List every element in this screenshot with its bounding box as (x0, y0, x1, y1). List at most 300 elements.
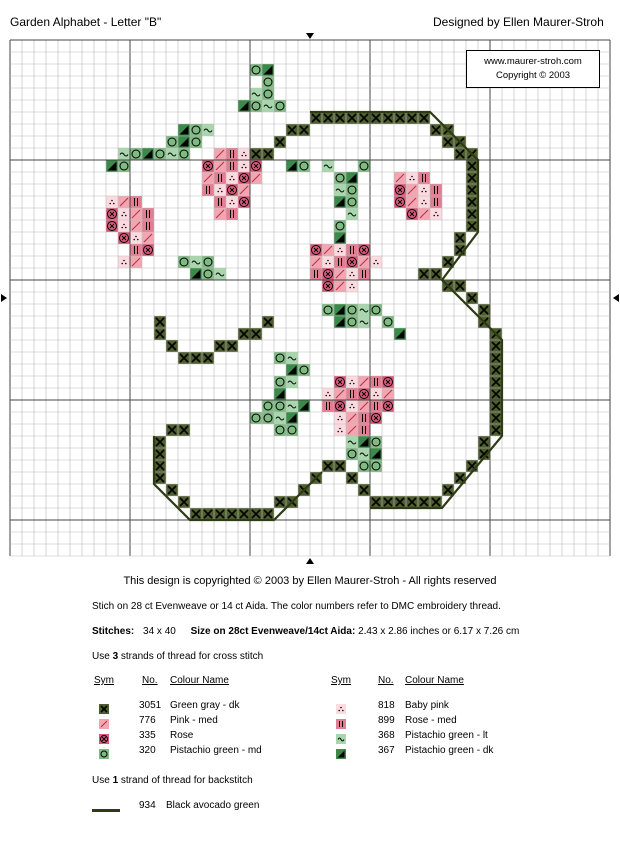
stitch-cell (370, 112, 382, 124)
legend-color-number: 335 (139, 730, 156, 741)
stitch-cell (358, 160, 370, 172)
stitch-cell (334, 112, 346, 124)
stitch-cell (346, 448, 358, 460)
legend-color-name: Pistachio green - lt (405, 730, 488, 741)
tilde-icon (336, 731, 346, 741)
stitch-cell (346, 400, 358, 412)
stitch-cell (322, 160, 334, 172)
slash-icon (99, 716, 109, 726)
legend-header-no-2: No. (378, 675, 394, 686)
bars-icon (336, 716, 346, 726)
infobox-copyright: Copyright © 2003 (495, 70, 571, 81)
stitch-cell (334, 184, 346, 196)
strands-suffix: strands of thread for cross stitch (118, 651, 264, 662)
stitch-cell (190, 124, 202, 136)
stitch-cell (118, 148, 130, 160)
stitch-cell (226, 196, 238, 208)
stitch-cell (334, 400, 346, 412)
stitch-cell (166, 340, 178, 352)
stitch-cell (166, 148, 178, 160)
stitch-cell (346, 196, 358, 208)
stitch-cell (334, 316, 346, 328)
stitch-cell (322, 256, 334, 268)
stitch-count-line (92, 626, 519, 637)
stitch-cell (466, 208, 478, 220)
stitch-cell (394, 196, 406, 208)
stitch-cell (130, 256, 142, 268)
stitch-cell (346, 208, 358, 220)
stitch-cell (178, 136, 190, 148)
stitch-cell (346, 280, 358, 292)
stitch-cell (202, 172, 214, 184)
stitch-cell (334, 268, 346, 280)
stitch-cell (190, 352, 202, 364)
stitch-cell (262, 64, 274, 76)
stitch-cell (286, 364, 298, 376)
stitch-cell (382, 400, 394, 412)
stitch-cell (250, 412, 262, 424)
stitch-cell (442, 136, 454, 148)
legend-color-number: 3051 (139, 700, 162, 711)
stitch-cell (226, 508, 238, 520)
stitch-cell (142, 244, 154, 256)
stitch-cell (142, 220, 154, 232)
stitch-cell (418, 172, 430, 184)
stitch-cell (466, 196, 478, 208)
stitch-cell (214, 184, 226, 196)
stitch-cell (370, 496, 382, 508)
stitch-cell (334, 424, 346, 436)
stitch-cell (226, 208, 238, 220)
stitch-cell (334, 220, 346, 232)
stitch-cell (370, 460, 382, 472)
stitch-cell (490, 424, 502, 436)
stitch-cell (358, 304, 370, 316)
stitch-cell (190, 136, 202, 148)
legend-color-name: Pistachio green - md (170, 745, 262, 756)
stitch-cell (154, 436, 166, 448)
stitch-cell (418, 184, 430, 196)
stitch-cell (490, 352, 502, 364)
legend-header-sym-2: Sym (331, 675, 351, 686)
stitch-cell (334, 172, 346, 184)
stitch-cell (490, 400, 502, 412)
stitch-cell (334, 304, 346, 316)
stitch-cell (406, 184, 418, 196)
stitch-cell (418, 196, 430, 208)
website-text: www.maurer-stroh.com (484, 56, 582, 67)
stitch-cell (322, 460, 334, 472)
stitch-cell (190, 508, 202, 520)
stitch-cell (226, 148, 238, 160)
center-arrow-top (306, 33, 314, 39)
stitch-cell (286, 424, 298, 436)
stitch-cell (358, 424, 370, 436)
stitch-cell (262, 88, 274, 100)
stitch-cell (406, 196, 418, 208)
stitch-cell (358, 460, 370, 472)
legend-color-number: 367 (378, 745, 395, 756)
stitch-cell (214, 340, 226, 352)
stitch-cell (202, 160, 214, 172)
stitch-cell (346, 184, 358, 196)
stitch-cell (262, 412, 274, 424)
stitch-cell (178, 124, 190, 136)
backstitch-name: Black avocado green (166, 800, 260, 811)
stitch-cell (130, 244, 142, 256)
stitch-cell (334, 388, 346, 400)
stitch-cell (358, 436, 370, 448)
stitch-cell (466, 184, 478, 196)
stitch-cell (274, 496, 286, 508)
stitch-cell (250, 148, 262, 160)
stitch-cell (214, 208, 226, 220)
stitch-cell (430, 208, 442, 220)
stitch-cell (178, 352, 190, 364)
stitch-cell (298, 400, 310, 412)
legend-color-name: Baby pink (405, 700, 449, 711)
stitch-cell (202, 352, 214, 364)
stitch-cell (154, 460, 166, 472)
stitch-cell (358, 376, 370, 388)
stitch-cell (202, 256, 214, 268)
stitch-cell (250, 64, 262, 76)
stitch-cell (406, 208, 418, 220)
backstitch-line-sample (92, 809, 120, 812)
stitch-cell (250, 88, 262, 100)
stitch-cell (358, 412, 370, 424)
stitch-cell (346, 112, 358, 124)
stitch-cell (178, 496, 190, 508)
stitch-cell (274, 136, 286, 148)
stitch-cell (286, 412, 298, 424)
stitch-cell (262, 316, 274, 328)
stitch-cell (130, 220, 142, 232)
stitch-cell (346, 412, 358, 424)
stitch-cell (118, 256, 130, 268)
stitch-cell (394, 328, 406, 340)
stitch-cell (250, 172, 262, 184)
stitch-cell (178, 424, 190, 436)
stitch-cell (334, 196, 346, 208)
stitch-cell (334, 244, 346, 256)
legend-color-name: Pink - med (170, 715, 218, 726)
stitch-cell (238, 328, 250, 340)
stitch-cell (490, 376, 502, 388)
size-label: Size on 28ct Evenweave/14ct Aida: (190, 626, 356, 637)
stitch-cell (322, 112, 334, 124)
fabric-instructions: Stich on 28 ct Evenweave or 14 ct Aida. The color numbers refer to DMC embroidery thread. (92, 601, 501, 612)
stitch-cell (178, 256, 190, 268)
stitch-cell (334, 412, 346, 424)
stitch-cell (406, 496, 418, 508)
legend-color-number: 818 (378, 700, 395, 711)
stitch-cell (490, 388, 502, 400)
info-box (466, 50, 600, 88)
stitch-cell (214, 148, 226, 160)
stitch-cell (130, 196, 142, 208)
stitch-cell (214, 160, 226, 172)
stitch-cell (370, 304, 382, 316)
stitch-cell (238, 184, 250, 196)
stitch-cell (190, 256, 202, 268)
triangle-icon (336, 746, 346, 756)
stitch-cell (214, 508, 226, 520)
stitch-cell (298, 124, 310, 136)
stitch-cell (118, 232, 130, 244)
stitch-cell (370, 256, 382, 268)
stitch-cell (478, 304, 490, 316)
stitch-cell (454, 280, 466, 292)
stitch-cell (346, 316, 358, 328)
stitch-cell (106, 220, 118, 232)
stitch-cell (286, 400, 298, 412)
stitch-cell (118, 160, 130, 172)
stitch-cell (346, 256, 358, 268)
stitch-cell (286, 160, 298, 172)
stitch-cell (370, 436, 382, 448)
back-strands-text (92, 775, 253, 786)
stitch-cell (370, 412, 382, 424)
stitch-cell (346, 376, 358, 388)
stitch-cell (226, 340, 238, 352)
stitch-cell (334, 256, 346, 268)
stitch-cell (490, 364, 502, 376)
stitch-cell (466, 160, 478, 172)
stitch-cell (370, 400, 382, 412)
stitch-cell (370, 376, 382, 388)
stitch-cell (130, 208, 142, 220)
stitch-cell (250, 508, 262, 520)
size-value: 2.43 x 2.86 inches or 6.17 x 7.26 cm (358, 626, 520, 637)
stitch-cell (322, 388, 334, 400)
stitch-cell (478, 436, 490, 448)
stitch-cell (226, 184, 238, 196)
legend-color-name: Rose - med (405, 715, 457, 726)
legend-header-sym: Sym (94, 675, 114, 686)
stitch-cell (262, 76, 274, 88)
stitch-cell (394, 496, 406, 508)
stitch-cell (382, 316, 394, 328)
stitch-cell (334, 280, 346, 292)
stitch-cell (238, 508, 250, 520)
page-title: Garden Alphabet - Letter "B" (10, 15, 162, 29)
stitch-cell (346, 268, 358, 280)
stitch-cell (418, 112, 430, 124)
legend-header-name: Colour Name (170, 675, 229, 686)
stitch-cell (130, 148, 142, 160)
stitch-cell (238, 160, 250, 172)
stitch-cell (466, 172, 478, 184)
stitch-cell (490, 412, 502, 424)
stitch-cell (346, 424, 358, 436)
stitch-cell (106, 196, 118, 208)
stitch-cell (202, 124, 214, 136)
stitch-cell (346, 304, 358, 316)
stitch-cell (394, 172, 406, 184)
stitch-cell (358, 400, 370, 412)
stitch-cell (274, 100, 286, 112)
stitch-cell (406, 112, 418, 124)
stitch-cell (238, 148, 250, 160)
stitch-cell (154, 148, 166, 160)
stitch-cell (130, 232, 142, 244)
stitch-cell (262, 100, 274, 112)
stitch-cell (262, 148, 274, 160)
stitch-cell (490, 340, 502, 352)
cross-strands-text (92, 651, 263, 662)
legend-header-no: No. (142, 675, 158, 686)
stitch-cell (358, 448, 370, 460)
stitch-cell (322, 304, 334, 316)
stitch-cell (142, 232, 154, 244)
stitch-cell (274, 376, 286, 388)
stitch-cell (358, 316, 370, 328)
stitch-cell (274, 388, 286, 400)
stitch-cell (466, 220, 478, 232)
stitch-cell (310, 244, 322, 256)
stitch-cell (286, 376, 298, 388)
stitch-cell (154, 448, 166, 460)
stitch-cell (190, 268, 202, 280)
stitch-cell (238, 172, 250, 184)
stitch-cell (394, 184, 406, 196)
stitch-cell (454, 232, 466, 244)
stitch-cell (430, 268, 442, 280)
stitch-cell (166, 136, 178, 148)
stitch-cell (238, 196, 250, 208)
stitch-cell (274, 400, 286, 412)
stitch-cell (118, 208, 130, 220)
stitch-cell (202, 184, 214, 196)
stitch-cell (274, 412, 286, 424)
stitch-cell (346, 244, 358, 256)
stitch-cell (358, 244, 370, 256)
back-strands-prefix: Use (92, 775, 113, 786)
x-cross-icon (99, 701, 109, 711)
stitch-cell (334, 376, 346, 388)
stitch-cell (382, 112, 394, 124)
designer-credit: Designed by Ellen Maurer-Stroh (433, 15, 604, 29)
stitch-cell (322, 268, 334, 280)
stitch-cell (262, 400, 274, 412)
stitch-cell (178, 148, 190, 160)
stitch-cell (118, 220, 130, 232)
back-strands-suffix: strand of thread for backstitch (118, 775, 253, 786)
stitch-cell (430, 196, 442, 208)
legend-color-name: Green gray - dk (170, 700, 240, 711)
strands-count: 3 (112, 651, 119, 662)
stitch-cell (430, 496, 442, 508)
stitch-cell (322, 400, 334, 412)
stitch-cell (382, 376, 394, 388)
stitch-cell (418, 208, 430, 220)
back-strands-count: 1 (112, 775, 119, 786)
stitch-cell (226, 172, 238, 184)
stitches-label: Stitches: (92, 626, 135, 637)
circle-icon (99, 746, 109, 756)
stitch-cell (202, 268, 214, 280)
stitch-cell (250, 160, 262, 172)
center-arrow-right (613, 294, 619, 302)
stitch-cell (466, 292, 478, 304)
stitch-cell (154, 328, 166, 340)
copyright-notice: This design is copyrighted © 2003 by Ellen Maurer-Stroh - All rights reserved (123, 575, 497, 587)
legend-color-name: Rose (170, 730, 194, 741)
legend-color-number: 776 (139, 715, 156, 726)
stitch-cell (394, 112, 406, 124)
legend-color-number: 899 (378, 715, 395, 726)
circle-x-icon (99, 731, 109, 741)
stitch-cell (274, 352, 286, 364)
dots-icon (336, 701, 346, 711)
backstitch-number: 934 (139, 800, 156, 811)
stitch-cell (322, 244, 334, 256)
stitch-cell (454, 148, 466, 160)
stitch-cell (370, 448, 382, 460)
stitch-cell (154, 472, 166, 484)
stitch-cell (358, 484, 370, 496)
stitch-cell (142, 148, 154, 160)
stitch-cell (406, 172, 418, 184)
stitch-cell (334, 460, 346, 472)
stitch-cell (346, 472, 358, 484)
legend-color-name: Pistachio green - dk (405, 745, 494, 756)
stitch-cell (310, 112, 322, 124)
stitch-cell (262, 508, 274, 520)
center-arrow-left (1, 294, 7, 302)
stitch-cell (250, 328, 262, 340)
legend-header-name-2: Colour Name (405, 675, 464, 686)
stitch-cell (358, 388, 370, 400)
stitch-cell (358, 112, 370, 124)
stitch-cell (322, 280, 334, 292)
stitch-cell (118, 196, 130, 208)
stitch-cell (382, 388, 394, 400)
stitch-cell (346, 436, 358, 448)
stitch-cell (166, 484, 178, 496)
stitch-cell (334, 232, 346, 244)
stitch-cell (382, 496, 394, 508)
strands-prefix: Use (92, 651, 113, 662)
stitch-cell (214, 196, 226, 208)
legend-color-number: 368 (378, 730, 395, 741)
stitch-cell (214, 172, 226, 184)
stitch-cell (202, 508, 214, 520)
stitch-cell (430, 184, 442, 196)
stitches-value: 34 x 40 (143, 626, 176, 637)
stitch-cell (286, 352, 298, 364)
stitch-cell (310, 268, 322, 280)
stitch-cell (106, 160, 118, 172)
legend-color-number: 320 (139, 745, 156, 756)
stitch-cell (418, 496, 430, 508)
stitch-cell (154, 316, 166, 328)
stitch-cell (226, 160, 238, 172)
stitch-cell (250, 100, 262, 112)
stitch-cell (214, 268, 226, 280)
stitch-cell (430, 124, 442, 136)
stitch-cell (142, 208, 154, 220)
stitch-cell (274, 424, 286, 436)
stitch-cell (298, 160, 310, 172)
stitch-cell (358, 256, 370, 268)
stitch-cell (346, 172, 358, 184)
stitch-cell (238, 100, 250, 112)
stitch-cell (370, 388, 382, 400)
stitch-cell (346, 388, 358, 400)
stitch-cell (310, 256, 322, 268)
